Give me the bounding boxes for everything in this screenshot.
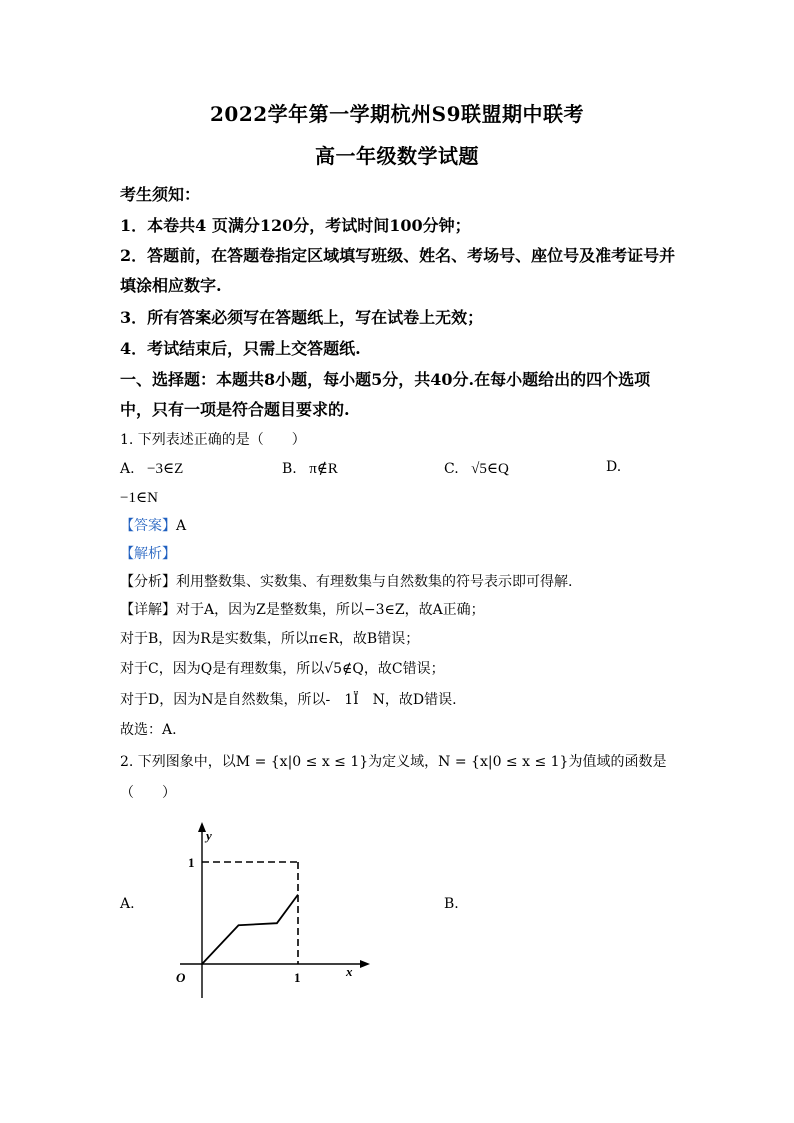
option-math: −3∈Z: [147, 461, 184, 477]
instruction-item: 3．所有答案必须写在答题纸上，写在试卷上无效；: [120, 308, 484, 327]
answer-value: A: [176, 518, 187, 534]
instruction-item: 1．本卷共4 页满分120分，考试时间100分钟；: [120, 216, 471, 235]
x-axis-label: x: [346, 964, 353, 979]
option-math: √5∈Q: [471, 461, 509, 477]
exam-subtitle: 高一年级数学试题: [315, 144, 479, 168]
q1-option-a: [120, 459, 183, 478]
y-tick-label: 1: [188, 855, 195, 870]
function-curve: [202, 895, 298, 964]
fenxi-text: 利用整数集、实数集、有理数集与自然数集的符号表示即可得解.: [176, 574, 573, 590]
q2-graph-a: [160, 818, 380, 1003]
q1-conclusion: 故选：A.: [120, 722, 177, 738]
option-math: π∉R: [309, 461, 338, 477]
q1-line-c: 对于C，因为Q是有理数集，所以√5∉Q，故C错误；: [120, 661, 445, 677]
instruction-item: 填涂相应数字.: [120, 276, 222, 295]
option-label: B.: [282, 461, 297, 477]
section-heading: 一、选择题：本题共8小题，每小题5分，共40分.在每小题给出的四个选项: [120, 370, 651, 389]
q1-option-d-label: D.: [606, 459, 622, 475]
q1-line-b: 对于B，因为R是实数集，所以π∈R，故B错误；: [120, 631, 420, 647]
q1-option-c: [444, 459, 509, 478]
instruction-item: 2．答题前，在答题卷指定区域填写班级、姓名、考场号、座位号及准考证号并: [120, 246, 676, 265]
x-axis-arrow: [360, 960, 370, 968]
xiangjie-tag: 【详解】: [120, 602, 176, 618]
y-axis-arrow: [198, 822, 206, 832]
instructions-heading: 考生须知：: [120, 185, 201, 204]
q1-xiangjie: [120, 599, 485, 619]
instruction-item: 4．考试结束后，只需上交答题纸.: [120, 339, 361, 358]
q2-stem: 2. 下列图象中，以M = {x|0 ≤ x ≤ 1}为定义域，N = {x|0 ≤ x ≤ 1}为值域的函数是: [120, 754, 667, 770]
q1-option-b: [282, 459, 338, 478]
q1-option-d-math: −1∈N: [120, 490, 158, 506]
origin-label: O: [176, 970, 186, 985]
section-heading-cont: 中，只有一项是符合题目要求的.: [120, 400, 350, 419]
q1-fenxi: [120, 571, 572, 591]
q2-option-a-label: A.: [120, 896, 135, 912]
x-tick-label: 1: [294, 970, 301, 985]
answer-tag: 【答案】: [120, 518, 176, 534]
q2-paren: （ ）: [120, 785, 176, 801]
q2-option-b-label: B.: [444, 896, 459, 912]
exam-title: 2022学年第一学期杭州S9联盟期中联考: [209, 102, 585, 126]
q1-line-d: 对于D，因为N是自然数集，所以- 1Ï N，故D错误.: [120, 692, 457, 708]
q1-answer: [120, 515, 186, 535]
option-label: A.: [120, 461, 135, 477]
xiangjie-text: 对于A，因为Z是整数集，所以−3∈Z，故A正确；: [176, 602, 485, 618]
q1-stem: 1. 下列表述正确的是（ ）: [120, 432, 306, 448]
q1-analysis-tag: 【解析】: [120, 546, 176, 562]
option-label: C.: [444, 461, 459, 477]
fenxi-tag: 【分析】: [120, 574, 176, 590]
y-axis-label: y: [206, 828, 212, 843]
